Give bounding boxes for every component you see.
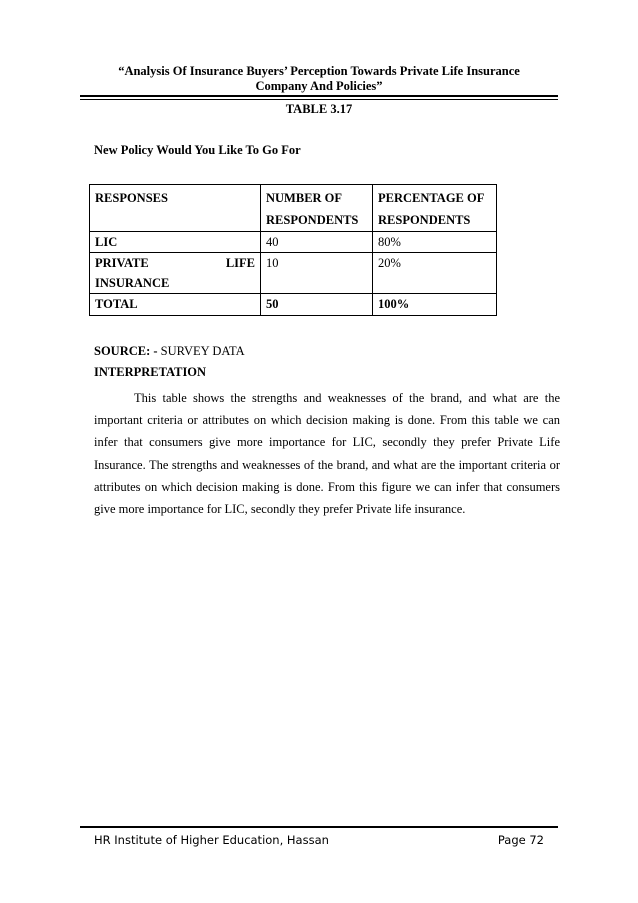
running-header-line-1: “Analysis Of Insurance Buyers’ Perception Towards Private Life Insurance bbox=[118, 64, 520, 78]
header-number-line-1: NUMBER OF bbox=[266, 191, 343, 205]
cell-response: LIC bbox=[90, 232, 261, 253]
footer-institution: HR Institute of Higher Education, Hassan bbox=[94, 833, 329, 847]
table-row bbox=[90, 253, 497, 294]
header-divider-thin bbox=[80, 99, 558, 100]
running-header-line-2: Company And Policies” bbox=[255, 79, 383, 93]
header-divider bbox=[80, 95, 558, 97]
cell-response bbox=[90, 253, 261, 294]
source-line bbox=[94, 344, 245, 359]
header-percentage-line-2: RESPONDENTS bbox=[378, 213, 471, 227]
cell-response-line-1 bbox=[95, 253, 255, 273]
cell-percentage: 20% bbox=[373, 253, 497, 294]
table-row-total bbox=[90, 294, 497, 316]
cell-number: 10 bbox=[261, 253, 373, 294]
cell-number: 40 bbox=[261, 232, 373, 253]
cell-response-line-2: INSURANCE bbox=[95, 276, 170, 290]
table-title: TABLE 3.17 bbox=[285, 102, 353, 116]
responses-table bbox=[89, 184, 497, 316]
header-number-line-2: RESPONDENTS bbox=[266, 213, 359, 227]
table-caption: New Policy Would You Like To Go For bbox=[94, 143, 301, 157]
cell-percentage: 80% bbox=[373, 232, 497, 253]
cell-response: TOTAL bbox=[90, 294, 261, 316]
source-value: SURVEY DATA bbox=[160, 344, 245, 358]
header-percentage-of-respondents bbox=[373, 185, 497, 232]
footer-divider bbox=[80, 826, 558, 828]
cell-response-word-2: LIFE bbox=[225, 256, 255, 270]
header-number-of-respondents bbox=[261, 185, 373, 232]
interpretation-heading: INTERPRETATION bbox=[94, 365, 207, 379]
header-percentage-line-1: PERCENTAGE OF bbox=[378, 191, 485, 205]
cell-number: 50 bbox=[261, 294, 373, 316]
table-row bbox=[90, 232, 497, 253]
cell-percentage: 100% bbox=[373, 294, 497, 316]
table-header-row bbox=[90, 185, 497, 232]
source-label: SOURCE: - bbox=[94, 344, 158, 358]
header-responses: RESPONSES bbox=[90, 185, 261, 232]
cell-response-word-1: PRIVATE bbox=[95, 256, 149, 270]
footer-page-number: Page 72 bbox=[497, 833, 544, 847]
interpretation-paragraph: This table shows the strengths and weaknesses of the brand, and what are the important criteria or attributes on which decision making is done. From this table we can infer that consumers give more importance for LIC, secondly they prefer Private Life Insurance. The strengths and weaknesses of the brand, and what are the important criteria or attributes on which decision making is done. From this figure we can infer that consumers give more importance for LIC, secondly they prefer Private life insurance. bbox=[94, 391, 560, 517]
